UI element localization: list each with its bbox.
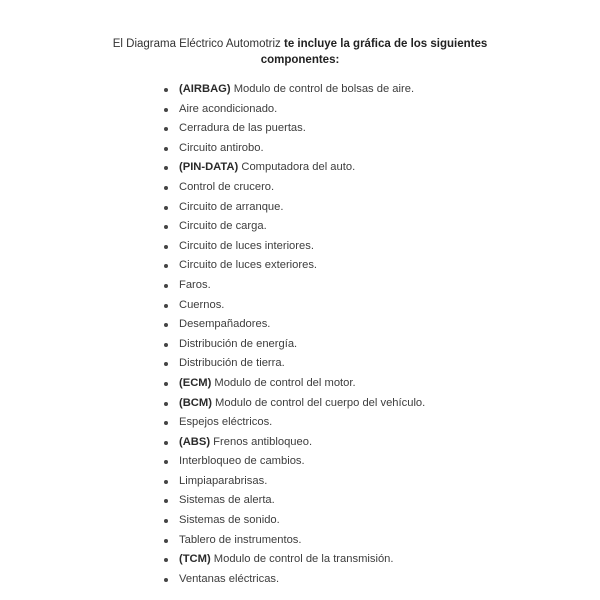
item-text: Circuito de arranque. — [179, 200, 284, 213]
bullet-icon — [164, 245, 168, 249]
list-item — [160, 100, 425, 120]
components-list — [160, 80, 425, 589]
item-text: Espejos eléctricos. — [179, 416, 273, 429]
bullet-icon — [164, 421, 168, 425]
bullet-icon — [164, 264, 168, 268]
bullet-icon — [164, 88, 168, 92]
item-text: Ventanas eléctricas. — [179, 572, 280, 585]
bullet-icon — [164, 127, 168, 131]
list-item — [160, 80, 425, 100]
list-item — [160, 119, 425, 139]
bullet-icon — [164, 362, 168, 366]
item-text: Circuito antirobo. — [179, 141, 264, 154]
list-item — [160, 531, 425, 551]
item-text: Distribución de energía. — [179, 337, 298, 350]
item-text: Tablero de instrumentos. — [179, 533, 302, 546]
list-item — [160, 198, 425, 218]
item-text: Faros. — [179, 278, 211, 291]
item-text: Limpiaparabrisas. — [179, 474, 268, 487]
item-code: (AIRBAG) — [179, 83, 231, 95]
list-item — [160, 217, 425, 237]
bullet-icon — [164, 519, 168, 523]
bullet-icon — [164, 108, 168, 112]
item-text: Cuernos. — [179, 298, 225, 311]
bullet-icon — [164, 558, 168, 562]
item-code: (ABS) — [179, 435, 211, 448]
item-text: Cerradura de las puertas. — [179, 122, 306, 135]
item-text: Circuito de carga. — [179, 220, 267, 233]
bullet-icon — [164, 578, 168, 582]
list-item — [160, 256, 425, 276]
list-item — [160, 178, 425, 198]
item-code: (TCM) — [179, 553, 211, 566]
list-item — [160, 354, 425, 374]
bullet-icon — [164, 539, 168, 543]
item-text: Interbloqueo de cambios. — [179, 455, 305, 468]
item-text: Computadora del auto. — [238, 161, 356, 174]
intro-bold-line1: te incluye la gráfica de los siguientes — [284, 38, 488, 50]
item-text: Modulo de control del motor. — [211, 376, 356, 389]
list-item — [160, 570, 425, 590]
bullet-icon — [164, 441, 168, 445]
bullet-icon — [164, 323, 168, 327]
item-text: Desempañadores. — [179, 318, 271, 331]
list-item — [160, 472, 425, 492]
item-text: Circuito de luces exteriores. — [179, 259, 318, 272]
list-item — [160, 394, 425, 414]
bullet-icon — [164, 166, 168, 170]
item-text: Frenos antibloqueo. — [210, 435, 313, 448]
bullet-icon — [164, 402, 168, 406]
bullet-icon — [164, 499, 168, 503]
list-item — [160, 237, 425, 257]
bullet-icon — [164, 284, 168, 288]
item-text: Sistemas de sonido. — [179, 514, 280, 527]
list-item — [160, 335, 425, 355]
item-text: Control de crucero. — [179, 180, 275, 193]
bullet-icon — [164, 460, 168, 464]
item-text: Modulo de control del cuerpo del vehículo. — [211, 396, 426, 409]
list-item — [160, 452, 425, 472]
bullet-icon — [164, 343, 168, 347]
list-item — [160, 511, 425, 531]
intro-prefix: El Diagrama Eléctrico Automotriz — [112, 38, 285, 50]
bullet-icon — [164, 147, 168, 151]
item-text: Distribución de tierra. — [179, 357, 285, 370]
list-item — [160, 158, 425, 178]
bullet-icon — [164, 186, 168, 190]
bullet-icon — [164, 206, 168, 210]
bullet-icon — [164, 480, 168, 484]
bullet-icon — [164, 304, 168, 308]
item-text: Modulo de control de bolsas de aire. — [230, 83, 415, 95]
item-text: Sistemas de alerta. — [179, 494, 275, 507]
list-item — [160, 139, 425, 159]
item-text: Modulo de control de la transmisión. — [210, 553, 394, 566]
bullet-icon — [164, 382, 168, 386]
item-code: (BCM) — [179, 396, 212, 409]
list-item — [160, 433, 425, 453]
item-text: Aire acondicionado. — [179, 102, 278, 115]
intro-paragraph — [0, 36, 600, 68]
list-item — [160, 374, 425, 394]
item-code: (ECM) — [179, 376, 212, 389]
list-item — [160, 315, 425, 335]
list-item — [160, 296, 425, 316]
list-item — [160, 276, 425, 296]
bullet-icon — [164, 225, 168, 229]
list-item — [160, 491, 425, 511]
list-item — [160, 413, 425, 433]
item-code: (PIN-DATA) — [179, 161, 239, 174]
list-item — [160, 550, 425, 570]
item-text: Circuito de luces interiores. — [179, 239, 314, 252]
intro-bold-line2: componentes: — [260, 54, 340, 66]
